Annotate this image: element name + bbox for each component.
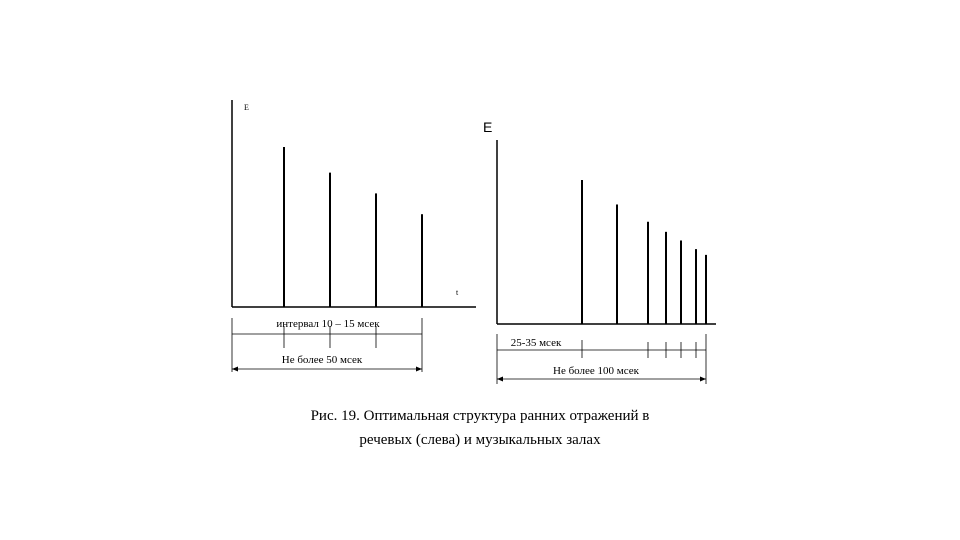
right-y-axis-label: E [483,119,493,135]
left-total-label: Не более 50 мсек [281,354,363,366]
left-total-arrow-left [232,367,238,372]
right-total-arrow-left [497,377,503,382]
left-diagram [232,100,476,372]
right-total-label: Не более 100 мсек [553,365,639,377]
right-gap-label: 25-35 мсек [510,337,562,349]
right-total-arrow-right [700,377,706,382]
right-reflection-bars [582,180,706,324]
figure-caption [0,404,960,452]
left-interval-label: интервал 10 – 15 мсек [276,318,380,330]
left-reflection-bars [284,147,422,307]
left-total-arrow-right [416,367,422,372]
left-y-axis-label: E [244,103,249,112]
caption-line-1: Рис. 19. Оптимальная структура ранних отражений в [310,408,650,424]
right-diagram [483,119,716,384]
caption-line-2: речевых (слева) и музыкальных залах [359,432,601,448]
left-x-axis-label: t [456,288,459,297]
